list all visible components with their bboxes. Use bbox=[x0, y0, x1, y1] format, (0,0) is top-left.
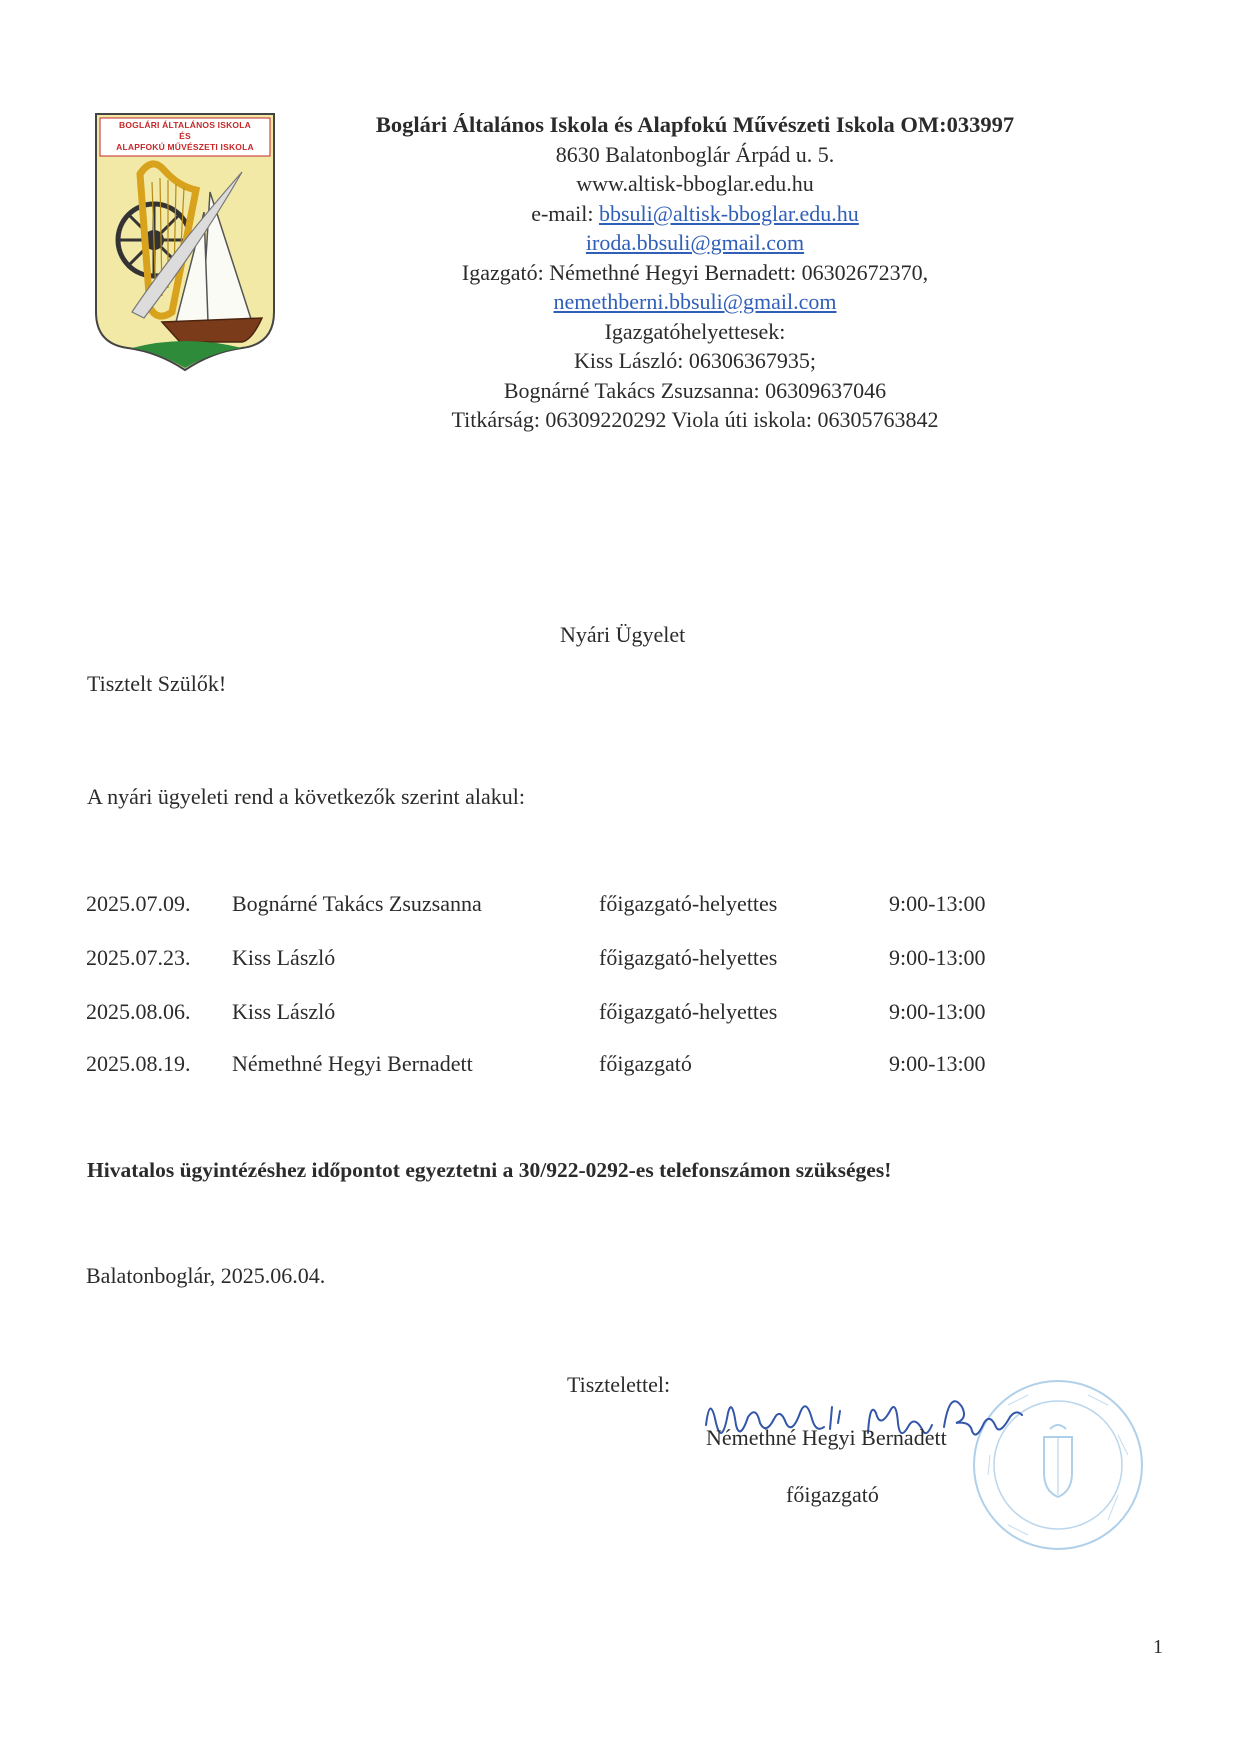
schedule-row bbox=[0, 1051, 1240, 1081]
email-link-office[interactable]: iroda.bbsuli@gmail.com bbox=[585, 230, 805, 255]
schedule-time: 9:00-13:00 bbox=[889, 891, 986, 916]
crest-label-line1: BOGLÁRI ÁLTALÁNOS ISKOLA bbox=[119, 120, 251, 130]
letter-subject: Nyári Ügyelet bbox=[560, 622, 686, 647]
principal-email-link[interactable]: nemethberni.bbsuli@gmail.com bbox=[553, 289, 837, 314]
letter-greeting: Tisztelt Szülők! bbox=[87, 671, 227, 696]
schedule-row bbox=[0, 999, 1240, 1029]
schedule-role: főigazgató bbox=[599, 1051, 692, 1076]
schedule-role: főigazgató-helyettes bbox=[599, 999, 778, 1024]
schedule-name: Némethné Hegyi Bernadett bbox=[232, 1051, 473, 1076]
place-and-date: Balatonboglár, 2025.06.04. bbox=[86, 1263, 326, 1288]
signer-title: főigazgató bbox=[786, 1482, 879, 1507]
schedule-time: 9:00-13:00 bbox=[889, 945, 986, 970]
schedule-name: Kiss László bbox=[232, 999, 336, 1024]
email-label: e-mail: bbox=[531, 200, 599, 226]
letter-intro: A nyári ügyeleti rend a következők szerint alakul: bbox=[87, 784, 526, 809]
schedule-time: 9:00-13:00 bbox=[889, 999, 986, 1024]
schedule-name: Bognárné Takács Zsuzsanna bbox=[232, 891, 482, 916]
schedule-time: 9:00-13:00 bbox=[889, 1051, 986, 1076]
appointment-notice: Hivatalos ügyintézéshez időpontot egyeztetni a 30/922-0292-es telefonszámon szükséges! bbox=[87, 1158, 892, 1182]
crest-label-line3: ALAPFOKÚ MŰVÉSZETI ISKOLA bbox=[116, 142, 254, 152]
school-name: Boglári Általános Iskola és Alapfokú Művészeti Iskola OM:033997 bbox=[375, 112, 1015, 137]
deputies-label: Igazgatóhelyettesek: bbox=[604, 318, 786, 344]
letter-closing: Tisztelettel: bbox=[567, 1372, 671, 1397]
letterhead bbox=[330, 110, 1060, 435]
schedule-role: főigazgató-helyettes bbox=[599, 945, 778, 970]
schedule-name: Kiss László bbox=[232, 945, 336, 970]
school-website: www.altisk-bboglar.edu.hu bbox=[576, 171, 814, 196]
school-crest-logo bbox=[92, 112, 278, 374]
deputy-1: Kiss László: 06306367935; bbox=[574, 348, 816, 373]
schedule-date: 2025.08.19. bbox=[86, 1051, 191, 1076]
crest-label-line2: ÉS bbox=[179, 131, 191, 141]
secretariat-line: Titkárság: 06309220292 Viola úti iskola: 06305763842 bbox=[451, 407, 939, 432]
page-number: 1 bbox=[1153, 1636, 1163, 1658]
email-link-primary[interactable]: bbsuli@altisk-bboglar.edu.hu bbox=[599, 200, 859, 226]
school-address: 8630 Balatonboglár Árpád u. 5. bbox=[555, 141, 835, 167]
schedule-date: 2025.07.23. bbox=[86, 945, 191, 970]
schedule-role: főigazgató-helyettes bbox=[599, 891, 778, 916]
crest-label bbox=[102, 120, 268, 153]
schedule-row bbox=[0, 891, 1240, 921]
schedule-date: 2025.07.09. bbox=[86, 891, 191, 916]
schedule-row bbox=[0, 945, 1240, 975]
schedule-date: 2025.08.06. bbox=[86, 999, 191, 1024]
deputy-2: Bognárné Takács Zsuzsanna: 06309637046 bbox=[503, 377, 887, 403]
principal-line: Igazgató: Némethné Hegyi Bernadett: 06302672370, bbox=[461, 259, 929, 285]
signer-name: Némethné Hegyi Bernadett bbox=[706, 1425, 947, 1450]
email-line bbox=[330, 199, 1060, 229]
